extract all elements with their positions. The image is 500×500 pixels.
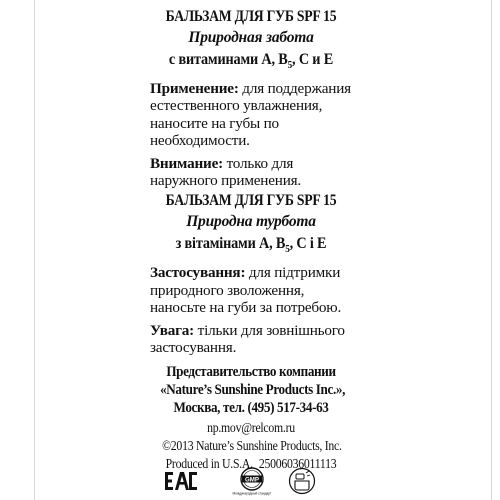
uk-vitamins-prefix: з вітамінами А, В <box>175 235 286 253</box>
uk-subtitle: Природна турбота <box>186 213 316 231</box>
ru-usage <box>150 80 352 149</box>
uk-vitamins-sub: 5 <box>285 244 290 256</box>
uk-vitamins <box>158 234 344 259</box>
ru-warning <box>150 155 352 189</box>
ru-vitamins <box>158 50 344 75</box>
ru-vitamins-sub: 5 <box>287 60 293 72</box>
product-label <box>150 8 352 472</box>
ru-usage-text: для поддержания естественного увлажнения, наносите на губы по необходимости. <box>150 80 351 149</box>
uk-usage <box>150 264 352 316</box>
ru-vitamins-suffix: , С и Е <box>292 51 334 68</box>
ru-vitamins-prefix: с витаминами А, В <box>168 51 288 68</box>
rep-line-2: «Nature’s Sunshine Products Inc.», <box>160 382 346 399</box>
uk-title: БАЛЬЗАМ ДЛЯ ГУБ SPF 15 <box>165 192 337 210</box>
eac-mark-icon <box>164 470 198 492</box>
footer-email: np.mov@relcom.ru <box>207 420 295 436</box>
ru-warning-label: Внимание: <box>150 154 223 172</box>
uk-warning-label: Увага: <box>150 322 195 340</box>
certification-marks <box>150 466 360 496</box>
uk-vitamins-suffix: , С і Е <box>289 235 327 253</box>
rep-line-1: Представительство компании <box>166 364 336 381</box>
ru-warning-text: только для наружного применения. <box>150 154 302 190</box>
rep-line-3: Москва, тел. (495) 517-34-63 <box>173 400 329 417</box>
cosmetic-jar-icon <box>288 467 316 495</box>
uk-usage-text: для підтримки природного зволоження, наносьте на губи за потребою. <box>150 264 342 316</box>
ru-subtitle: Природная забота <box>188 29 314 46</box>
label-edge-right <box>491 0 500 500</box>
gmp-text: GMP <box>244 476 260 484</box>
uk-warning-text: тільки для зовнішнього застосування. <box>150 322 345 357</box>
footer-copyright: ©2013 Nature’s Sunshine Products, Inc. <box>162 438 342 454</box>
ru-usage-label: Применение: <box>150 80 239 98</box>
ru-title: БАЛЬЗАМ ДЛЯ ГУБ SPF 15 <box>165 8 337 25</box>
footer-code: 25006036011113 <box>258 455 337 471</box>
uk-warning <box>150 322 352 356</box>
uk-usage-label: Застосування: <box>150 264 246 282</box>
gmp-seal-icon <box>232 466 272 496</box>
gmp-caption: Международный стандарт <box>232 491 272 496</box>
footer-produced: Produced in U.S.A. <box>165 455 253 471</box>
label-edge-left <box>0 0 35 500</box>
